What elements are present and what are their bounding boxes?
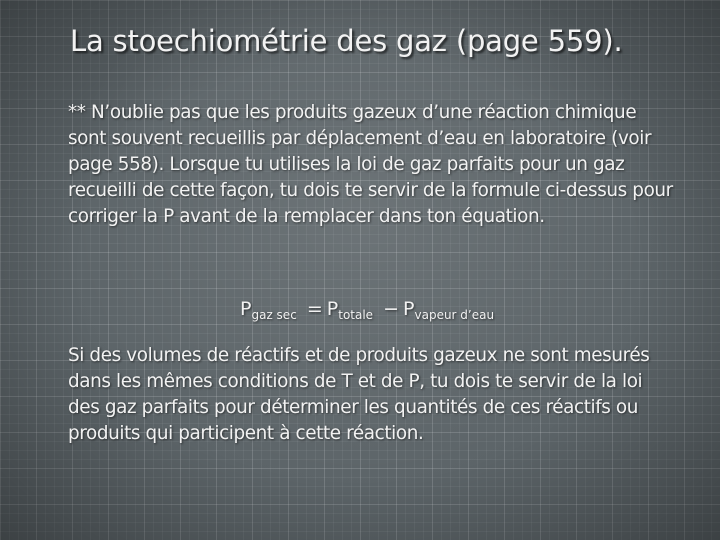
formula-term1-subscript: totale: [338, 308, 374, 322]
formula-term2-symbol: P: [403, 298, 415, 320]
formula-term2-subscript: vapeur d’eau: [414, 308, 495, 322]
formula-equals: =: [306, 298, 323, 320]
formula-lhs-symbol: P: [240, 298, 252, 320]
second-paragraph: Si des volumes de réactifs et de produits gazeux ne sont mesurés dans les mêmes conditions de T et de P, tu dois te servir de la loi des gaz parfaits pour déterminer les quantités de ces réactifs ou produits qui participent à cette réaction.: [68, 345, 650, 444]
note-paragraph: ** N’oublie pas que les produits gazeux d’une réaction chimique sont souvent recueillis par déplacement d’eau en laboratoire (voir page 558). Lorsque tu utilises la loi de gaz parfaits pour un gaz recueilli de cette façon, tu dois te servir de la formule ci-dessus pour corriger la P avant de la remplacer dans ton équation.: [68, 102, 673, 227]
formula-term1-symbol: P: [326, 298, 339, 320]
formula-minus: −: [383, 298, 400, 320]
formula-lhs-subscript: gaz sec: [251, 308, 297, 322]
slide-title: La stoechiométrie des gaz (page 559).: [70, 24, 623, 58]
formula: [240, 296, 494, 322]
